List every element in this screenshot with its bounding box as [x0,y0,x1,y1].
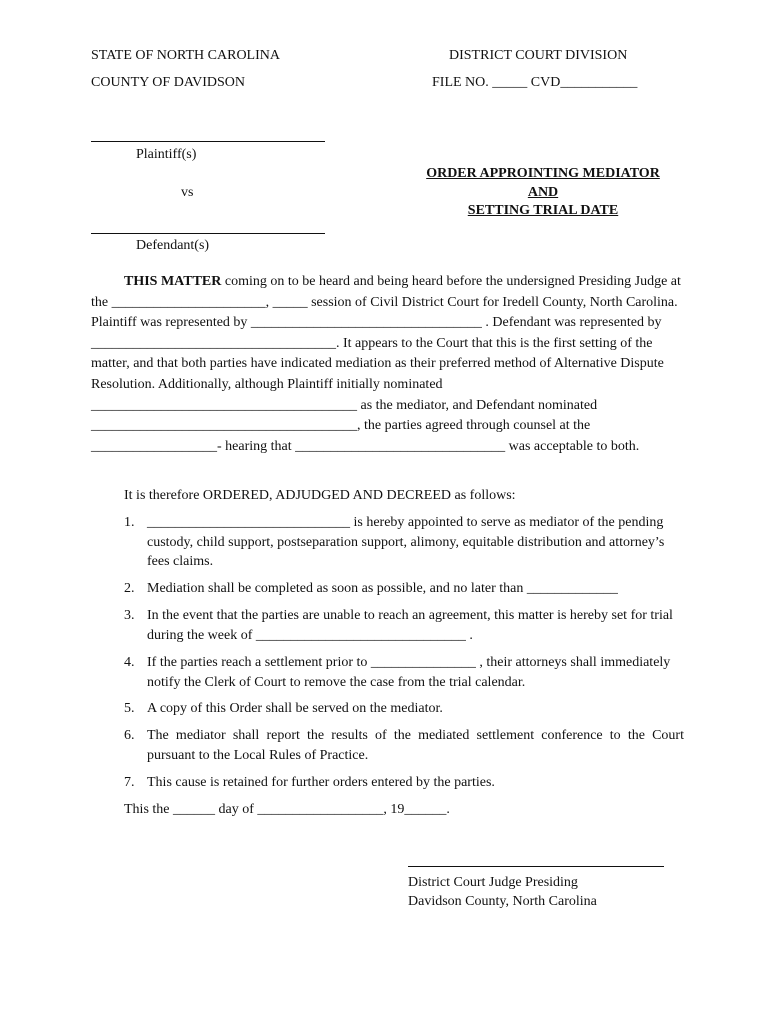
county-heading: COUNTY OF DAVIDSON [91,75,246,90]
order-item-2 [124,579,684,599]
order-item-7 [124,773,684,793]
order-item-3 [124,606,684,645]
item-text: If the parties reach a settlement prior to _______________ , their attorneys shall immediately notify the Clerk of Court to remove the case from the trial calendar. [147,655,671,690]
order-item-4 [124,653,684,692]
file-number: FILE NO. _____ CVD___________ [432,75,638,90]
defendant-blank-line [91,233,325,234]
item-text: This cause is retained for further orders entered by the parties. [147,775,495,790]
order-item-5 [124,699,684,719]
item-number: 6. [124,728,135,743]
date-line: This the ______ day of __________________, 19______. [124,802,450,817]
item-text: Mediation shall be completed as soon as possible, and no later than _____________ [147,581,618,596]
item-number: 2. [124,581,135,596]
item-number: 5. [124,701,135,716]
item-text: In the event that the parties are unable to reach an agreement, this matter is hereby set for trial during the week of ______________________________ . [147,608,673,643]
order-title-line1: ORDER APPROINTING MEDIATOR [426,166,660,181]
item-text: The mediator shall report the results of the mediated settlement conference to the Court pursuant to the Local Rules of Practice. [147,728,684,763]
order-item-1 [124,513,684,572]
intro-paragraph [91,272,681,457]
signature-line [408,866,664,867]
signature-jurisdiction: Davidson County, North Carolina [408,894,597,909]
item-text: _____________________________ is hereby appointed to serve as mediator of the pending custody, child support, postseparation support, alimony, equitable distribution and attorney’s fees claims. [147,515,665,570]
order-title-line3: SETTING TRIAL DATE [467,203,619,218]
order-title-line2: AND [527,185,559,200]
intro-text: coming on to be heard and being heard before the undersigned Presiding Judge at the ______________________, _____ session of Civil District Court for Iredell County, North Carolina. Plaintiff was represented by _________________________________ . Defendant was represented by ___________________________________. It appears to the Court that this is the first setting of the matter, and that both parties have indicated mediation as their preferred method of Alternative Dispute Resolution. Additionally, although Plaintiff initially nominated ______________________________________ as the mediator, and Defendant nominated ______________________________________, the parties agreed through counsel at the __________________- hearing that ______________________________ was acceptable to both. [91,274,681,454]
item-number: 4. [124,655,135,670]
intro-bold-lead: THIS MATTER [124,274,222,289]
plaintiff-blank-line [91,141,325,142]
item-number: 7. [124,775,135,790]
division-heading: DISTRICT COURT DIVISION [449,48,628,63]
state-heading: STATE OF NORTH CAROLINA [91,48,280,63]
plaintiff-label: Plaintiff(s) [136,147,197,162]
ordered-statement: It is therefore ORDERED, ADJUDGED AND DECREED as follows: [124,488,516,503]
item-text: A copy of this Order shall be served on the mediator. [147,701,443,716]
item-number: 3. [124,608,135,623]
signature-title: District Court Judge Presiding [408,875,578,890]
versus-label: vs [181,185,194,200]
item-number: 1. [124,515,135,530]
defendant-label: Defendant(s) [136,238,210,253]
order-item-6 [124,726,684,765]
